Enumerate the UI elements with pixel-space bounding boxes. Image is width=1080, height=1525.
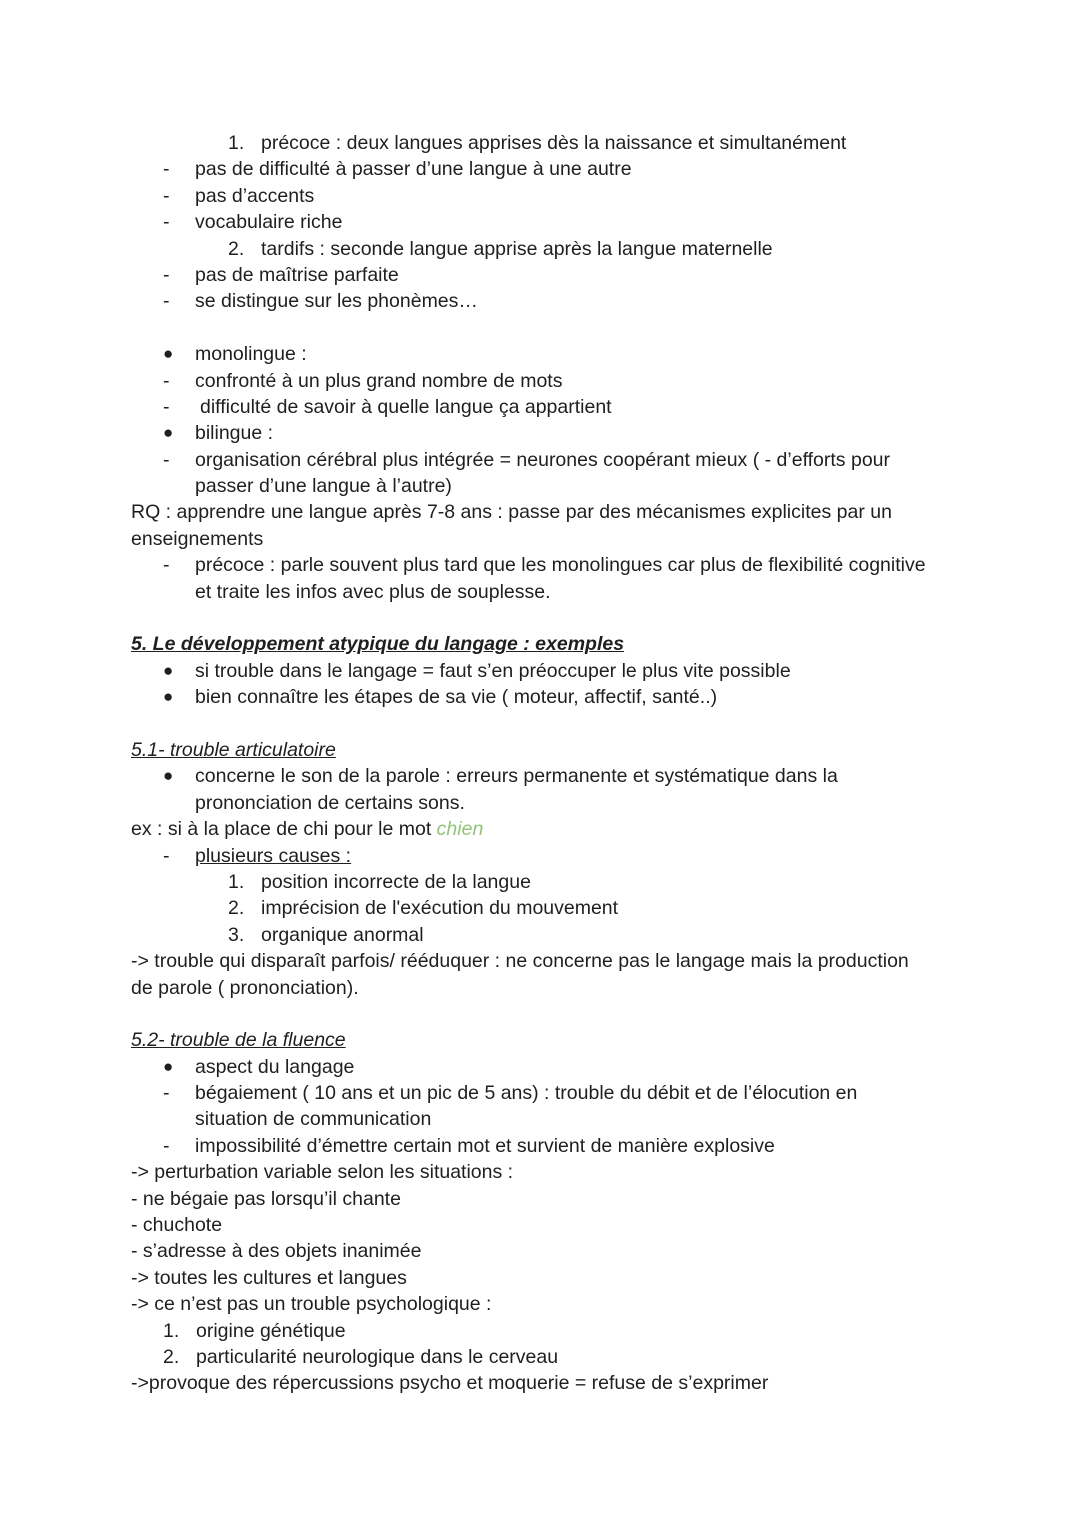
bullet-item [0,684,1080,710]
list-text: organique anormal [261,923,424,946]
paragraph-line [0,975,1080,1001]
dash-item-continued [0,579,1080,605]
list-number: 1. [228,870,245,893]
paragraph-line [0,1265,1080,1291]
bullet-item [0,341,1080,367]
dash-item [0,1133,1080,1159]
paragraph-line [0,1370,1080,1396]
bullet-marker: ● [163,766,174,786]
dash-item [0,843,1080,869]
dash-marker: - [163,211,170,234]
list-text: confronté à un plus grand nombre de mots [195,369,563,392]
dash-marker: - [163,263,170,286]
paragraph-line [0,1291,1080,1317]
numbered-item [0,1318,1080,1344]
dash-item [0,183,1080,209]
list-number: 2. [163,1345,180,1368]
paragraph-line [0,1186,1080,1212]
list-number: 2. [228,237,245,260]
list-number: 3. [228,923,245,946]
spacer [0,315,1080,341]
numbered-item [0,869,1080,895]
example-line [131,816,483,842]
subsection-title: 5.1- trouble articulatoire [131,738,336,761]
paragraph-text: ->provoque des répercussions psycho et moquerie = refuse de s’exprimer [131,1372,769,1395]
list-text: prononciation de certains sons. [195,791,465,814]
list-text: si trouble dans le langage = faut s’en préoccuper le plus vite possible [195,659,791,682]
list-text: organisation cérébral plus intégrée = neurones coopérant mieux ( - d’efforts pour [195,448,891,471]
numbered-item [0,895,1080,921]
dash-item [0,1080,1080,1106]
list-text: bégaiement ( 10 ans et un pic de 5 ans) : trouble du débit et de l’élocution en [195,1082,858,1105]
list-text: vocabulaire riche [195,211,343,234]
section-title: 5. Le développement atypique du langage : exemples [131,633,625,656]
list-number: 1. [163,1319,180,1342]
spacer [0,711,1080,737]
subsection-heading [0,1027,1080,1053]
dash-item [0,209,1080,235]
list-text: précoce : parle souvent plus tard que les monolingues car plus de flexibilité cognitive [195,554,926,577]
list-number: 2. [228,897,245,920]
example-text: ex : si à la place de chi pour le mot [131,818,437,841]
section-heading [0,631,1080,657]
spacer [0,1001,1080,1027]
example-word: chien [436,818,484,841]
list-number: 1. [228,132,245,154]
paragraph-text: enseignements [131,527,264,550]
bullet-marker: ● [163,423,174,443]
document-page [0,130,1080,1397]
paragraph-text: - chuchote [131,1214,223,1237]
list-text: origine génétique [196,1319,346,1342]
bullet-item [0,658,1080,684]
bullet-marker: ● [163,1056,174,1076]
list-text: pas de maîtrise parfaite [195,263,399,286]
list-text: précoce : deux langues apprises dès la naissance et simultanément [261,132,847,154]
paragraph-line [0,948,1080,974]
paragraph-text: -> ce n’est pas un trouble psychologique : [131,1293,492,1316]
bullet-marker: ● [163,660,174,680]
paragraph-line [0,1159,1080,1185]
list-text: bien connaître les étapes de sa vie ( moteur, affectif, santé..) [195,686,718,709]
bullet-item [0,1054,1080,1080]
paragraph-text: -> toutes les cultures et langues [131,1266,407,1289]
dash-item-continued [0,1106,1080,1132]
list-text: pas de difficulté à passer d’une langue à une autre [195,158,632,181]
list-text: impossibilité d’émettre certain mot et survient de manière explosive [195,1134,775,1157]
numbered-item [0,922,1080,948]
paragraph-line [0,499,1080,525]
bullet-marker: ● [163,687,174,707]
dash-marker: - [163,554,170,577]
list-text: particularité neurologique dans le cerveau [196,1345,559,1368]
list-text: passer d’une langue à l’autre) [195,475,452,498]
list-text: imprécision de l'exécution du mouvement [261,897,619,920]
dash-marker: - [163,184,170,207]
dash-marker: - [163,395,170,418]
dash-item [0,552,1080,578]
dash-marker: - [163,448,170,471]
numbered-item [0,236,1080,262]
bullet-item-continued [0,790,1080,816]
list-text: tardifs : seconde langue apprise après la langue maternelle [261,237,773,260]
paragraph-text: -> trouble qui disparaît parfois/ rééduquer : ne concerne pas le langage mais la production [131,950,909,973]
numbered-item [0,130,1080,156]
list-text: pas d’accents [195,184,315,207]
paragraph-line [0,1212,1080,1238]
subsection-heading [0,737,1080,763]
dash-item [0,447,1080,473]
dash-marker: - [163,1082,170,1105]
list-text: situation de communication [195,1108,432,1131]
dash-marker: - [163,158,170,181]
paragraph-line [0,526,1080,552]
paragraph-text: de parole ( prononciation). [131,976,359,999]
paragraph-text: RQ : apprendre une langue après 7-8 ans : passe par des mécanismes explicites par un [131,501,892,524]
dash-item [0,394,1080,420]
paragraph-text: -> perturbation variable selon les situations : [131,1161,514,1184]
numbered-item [0,1344,1080,1370]
dash-marker: - [163,844,170,867]
paragraph-text: - ne bégaie pas lorsqu’il chante [131,1187,401,1210]
list-text: aspect du langage [195,1055,355,1078]
paragraph-text: - s’adresse à des objets inanimée [131,1240,422,1263]
list-text: concerne le son de la parole : erreurs permanente et systématique dans la [195,765,838,788]
dash-item [0,262,1080,288]
paragraph-line [0,1238,1080,1264]
paragraph-line [0,816,1080,842]
dash-item [0,156,1080,182]
dash-item-continued [0,473,1080,499]
list-text: plusieurs causes : [195,844,352,867]
bullet-item [0,763,1080,789]
list-text: position incorrecte de la langue [261,870,531,893]
subsection-title: 5.2- trouble de la fluence [131,1029,346,1052]
list-text: monolingue : [195,343,307,366]
list-text: bilingue : [195,422,274,445]
dash-marker: - [163,1134,170,1157]
spacer [0,605,1080,631]
bullet-marker: ● [163,344,174,364]
dash-item [0,368,1080,394]
list-text: et traite les infos avec plus de souplesse. [195,580,551,603]
dash-marker: - [163,290,170,313]
dash-marker: - [163,369,170,392]
list-text: difficulté de savoir à quelle langue ça appartient [200,395,612,418]
dash-item [0,288,1080,314]
bullet-item [0,420,1080,446]
list-text: se distingue sur les phonèmes… [195,290,478,313]
